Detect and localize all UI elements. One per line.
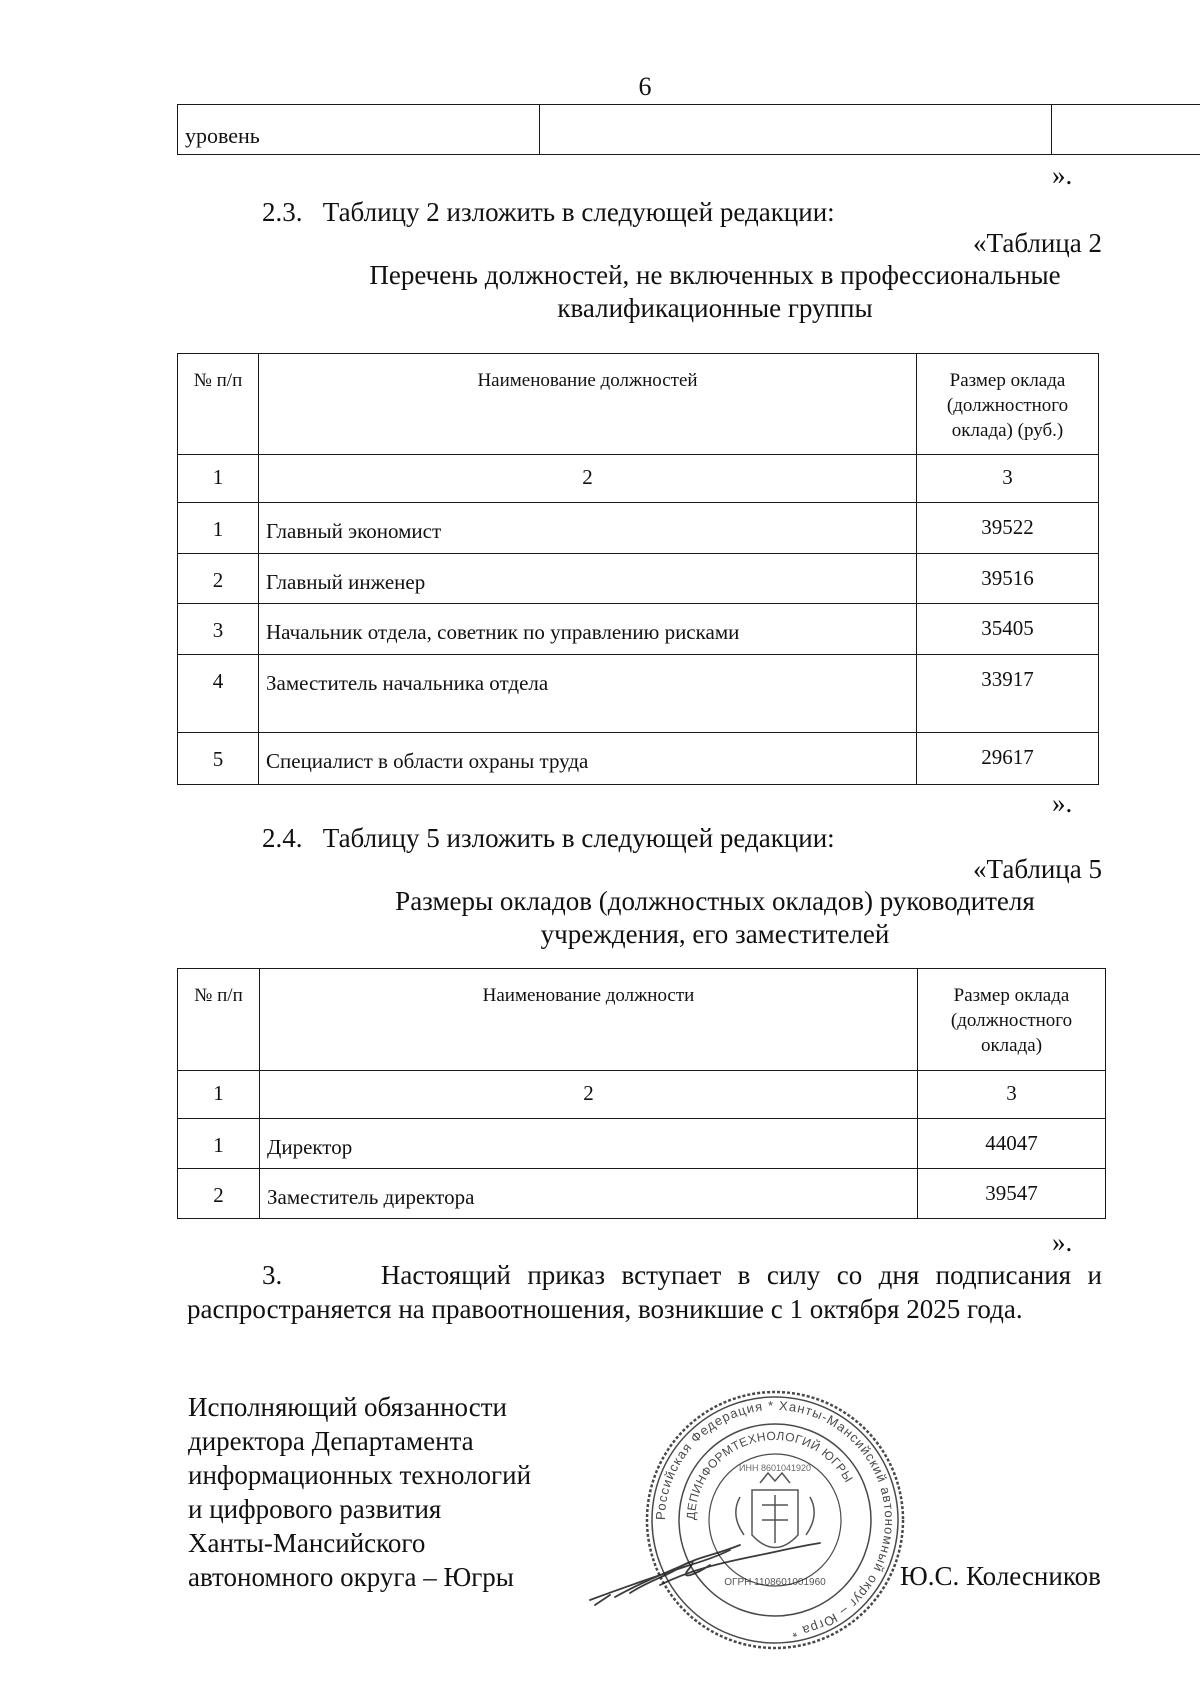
position-line: автономного округа – Югры xyxy=(188,1562,514,1592)
section-2-4-instruction: 2.4. Таблицу 5 изложить в следующей редакции: xyxy=(262,823,835,853)
table-5-title-line2: учреждения, его заместителей xyxy=(540,919,890,949)
stamp-inn: ИНН 8601041920 xyxy=(738,1463,812,1473)
row-name: Главный экономист xyxy=(259,503,917,554)
column-number-cell: 1 xyxy=(178,455,259,503)
stamp-inner-text: ДЕПИНФОРМТЕХНОЛОГИЙ ЮГРЫ xyxy=(683,1428,856,1521)
row-value: 39516 xyxy=(917,554,1099,604)
table-cell: уровень xyxy=(178,105,540,155)
handwritten-signature xyxy=(570,1525,850,1615)
stamp-outer-text: Российская Федерация * Ханты-Мансийский автономный округ – Югра * xyxy=(652,1397,898,1641)
table-cell xyxy=(1052,105,1200,155)
table-5-title-line1: Размеры окладов (должностных окладов) руководителя xyxy=(395,886,1035,916)
table-2-title-line1: Перечень должностей, не включенных в профессиональные xyxy=(369,260,1061,290)
section-2-3-instruction: 2.3. Таблицу 2 изложить в следующей редакции: xyxy=(262,197,835,227)
table-row xyxy=(178,1119,1106,1169)
table-row xyxy=(178,655,1099,733)
header-cell-salary: Размер оклада (должностного оклада) xyxy=(918,969,1106,1071)
position-line: Исполняющий обязанности xyxy=(188,1392,507,1422)
table-row xyxy=(178,733,1099,785)
table-5-label: «Таблица 5 xyxy=(973,854,1102,884)
position-line: Ханты-Мансийского xyxy=(188,1528,426,1558)
signer-position xyxy=(188,1390,608,1594)
row-value: 39547 xyxy=(918,1169,1106,1219)
closing-quote: ». xyxy=(1052,1227,1073,1257)
row-number: 2 xyxy=(178,1169,260,1219)
table-2-label: «Таблица 2 xyxy=(973,228,1102,258)
closing-quote: ». xyxy=(1052,160,1073,190)
position-line: информационных технологий xyxy=(188,1460,532,1490)
table-row xyxy=(178,604,1099,655)
table-cell xyxy=(539,105,1052,155)
row-number: 3 xyxy=(178,604,259,655)
row-number: 1 xyxy=(178,503,259,554)
signer-name: Ю.С. Колесников xyxy=(900,1561,1101,1591)
row-number: 1 xyxy=(178,1119,260,1169)
column-number-cell: 2 xyxy=(259,455,917,503)
row-number: 2 xyxy=(178,554,259,604)
table-5 xyxy=(177,968,1106,1219)
row-value: 39522 xyxy=(917,503,1099,554)
column-number-cell: 1 xyxy=(178,1071,260,1119)
header-cell-name: Наименование должностей xyxy=(259,354,917,455)
row-value: 44047 xyxy=(918,1119,1106,1169)
row-value: 33917 xyxy=(917,655,1099,733)
paragraph-3-line1 xyxy=(262,1258,1102,1292)
row-value: 35405 xyxy=(917,604,1099,655)
continuation-table xyxy=(177,104,1200,155)
row-number: 5 xyxy=(178,733,259,785)
table-row xyxy=(178,1169,1106,1219)
header-cell-number: № п/п xyxy=(178,354,259,455)
page-number: 6 xyxy=(638,72,652,101)
closing-quote: ». xyxy=(1052,788,1073,818)
table-2 xyxy=(177,353,1099,785)
row-name: Заместитель директора xyxy=(260,1169,918,1219)
column-number-cell: 3 xyxy=(918,1071,1106,1119)
paragraph-3-line2: распространяется на правоотношения, возникшие с 1 октября 2025 года. xyxy=(187,1294,1023,1324)
row-name: Специалист в области охраны труда xyxy=(259,733,917,785)
stamp-ogrn: ОГРН 1108601001960 xyxy=(724,1577,826,1588)
position-line: директора Департамента xyxy=(188,1426,474,1456)
row-name: Главный инженер xyxy=(259,554,917,604)
position-line: и цифрового развития xyxy=(188,1494,442,1524)
row-name: Начальник отдела, советник по управлению рисками xyxy=(259,604,917,655)
row-number: 4 xyxy=(178,655,259,733)
column-number-cell: 3 xyxy=(917,455,1099,503)
table-row xyxy=(178,554,1099,604)
header-cell-number: № п/п xyxy=(178,969,260,1071)
column-number-cell: 2 xyxy=(260,1071,918,1119)
header-cell-name: Наименование должности xyxy=(260,969,918,1071)
row-name: Заместитель начальника отдела xyxy=(259,655,917,733)
row-name: Директор xyxy=(260,1119,918,1169)
header-cell-salary: Размер оклада (должностного оклада) (руб.) xyxy=(917,354,1099,455)
table-2-title-line2: квалификационные группы xyxy=(557,293,873,323)
paragraph-3-line1-text: 3. Настоящий приказ вступает в силу со дня подписания и xyxy=(262,1260,1102,1290)
table-row xyxy=(178,503,1099,554)
row-value: 29617 xyxy=(917,733,1099,785)
